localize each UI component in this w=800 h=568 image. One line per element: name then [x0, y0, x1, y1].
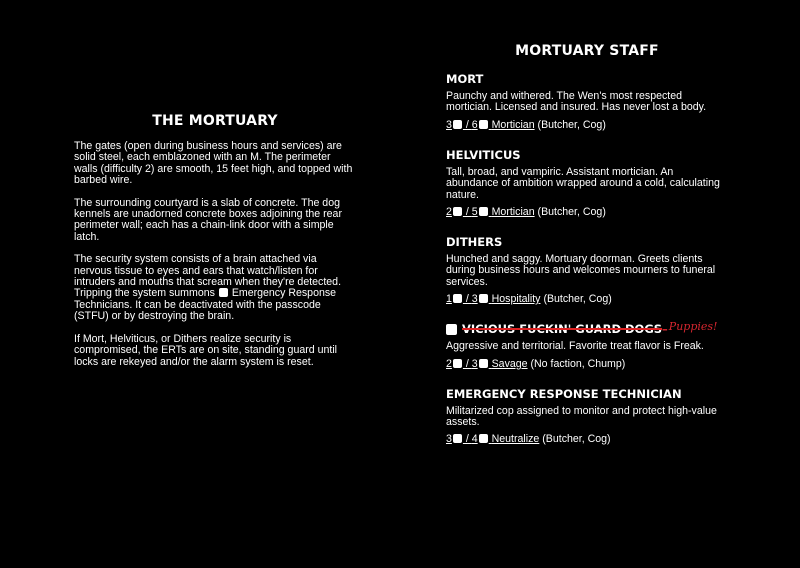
staff-name: MORT	[446, 72, 484, 86]
staff-stats	[446, 206, 728, 219]
staff-name: DITHERS	[446, 235, 503, 250]
checkbox-icon	[453, 434, 462, 443]
checkbox-icon	[479, 359, 488, 368]
staff-description: Tall, broad, and vampiric. Assistant mortician. An abundance of ambition wrapped around a cold, calculating nature.	[446, 165, 720, 201]
staff-entry-ert	[446, 387, 728, 447]
staff-name-struck: VICIOUS FUCKIN' GUARD DOGS	[462, 322, 663, 337]
checkbox-icon	[479, 434, 488, 443]
staff-description: Paunchy and withered. The Wen's most respected mortician. Licensed and insured. Has never lost a body.	[446, 90, 707, 114]
staff-title: MORTUARY STAFF	[515, 43, 659, 59]
staff-entry-dithers	[446, 235, 728, 306]
checkbox-icon	[479, 294, 488, 303]
staff-stats	[446, 358, 728, 371]
staff-stats	[446, 433, 728, 446]
checkbox-icon	[479, 120, 488, 129]
staff-tags: (Butcher, Cog)	[543, 293, 612, 306]
security-paragraph	[74, 254, 356, 322]
security-text-after: Emergency Response Technicians. It can be deactivated with the passcode (STFU) or by destroying the brain.	[74, 287, 337, 323]
staff-name: EMERGENCY RESPONSE TECHNICIAN	[446, 386, 682, 401]
right-page	[446, 43, 728, 462]
staff-tags: (Butcher, Cog)	[537, 206, 606, 219]
stat-block: 2 / 5 Mortician	[446, 206, 535, 219]
checkbox-icon	[453, 294, 462, 303]
staff-stats	[446, 119, 728, 132]
checkbox-icon	[446, 324, 457, 335]
stat-block: 2 / 3 Savage	[446, 357, 528, 370]
mortuary-title: THE MORTUARY	[152, 113, 278, 129]
checkbox-icon	[219, 288, 228, 297]
staff-tags: (No faction, Chump)	[530, 357, 626, 370]
staff-entry-mort	[446, 72, 728, 132]
security-text-before: The security system consists of a brain attached via nervous tissue to eyes and ears that watch/listen for intruders and mouths that scream when they're detected. Tripping the system summons	[74, 253, 342, 300]
skill-label: Mortician	[491, 118, 535, 131]
skill-label: Neutralize	[491, 433, 540, 446]
courtyard-paragraph: The surrounding courtyard is a slab of concrete. The dog kennels are unadorned concrete boxes adjoining the rear perimeter wall; each has a chain-link door with a simple latch.	[74, 196, 342, 243]
skill-label: Mortician	[491, 206, 535, 219]
checkbox-icon	[453, 359, 462, 368]
staff-description: Aggressive and territorial. Favorite treat flavor is Freak.	[446, 340, 704, 353]
staff-description: Hunched and saggy. Mortuary doorman. Greets clients during business hours and welcomes mourners to funeral services.	[446, 253, 716, 288]
handwritten-note: Puppies!	[668, 319, 718, 333]
stat-block: 3 / 6 Mortician	[446, 118, 535, 131]
staff-tags: (Butcher, Cog)	[537, 118, 606, 131]
staff-name-row: VICIOUS FUCKIN' GUARD DOGS – Puppies!	[446, 322, 728, 336]
stat-block: 1 / 3 Hospitality	[446, 293, 541, 306]
checkbox-icon	[453, 207, 462, 216]
skill-label: Hospitality	[491, 293, 541, 306]
staff-stats	[446, 293, 728, 306]
compromised-paragraph: If Mort, Helviticus, or Dithers realize security is compromised, the ERTs are on site, standing guard until locks are rekeyed and/or the alarm system is reset.	[74, 332, 338, 368]
checkbox-icon	[479, 207, 488, 216]
skill-label: Savage	[491, 357, 528, 370]
stat-block: 3 / 4 Neutralize	[446, 433, 540, 446]
staff-tags: (Butcher, Cog)	[542, 433, 611, 446]
checkbox-icon	[453, 120, 462, 129]
staff-entry-helviticus	[446, 148, 728, 219]
staff-entry-guard-dogs	[446, 319, 728, 370]
gates-paragraph: The gates (open during business hours and services) are solid steel, each emblazoned with an M. The perimeter walls (difficulty 2) are smooth, 15 feet high, and topped with barbed wire.	[74, 140, 353, 187]
left-page	[74, 113, 356, 379]
staff-name: HELVITICUS	[446, 147, 521, 162]
staff-description: Militarized cop assigned to monitor and protect high-value assets.	[446, 404, 717, 429]
